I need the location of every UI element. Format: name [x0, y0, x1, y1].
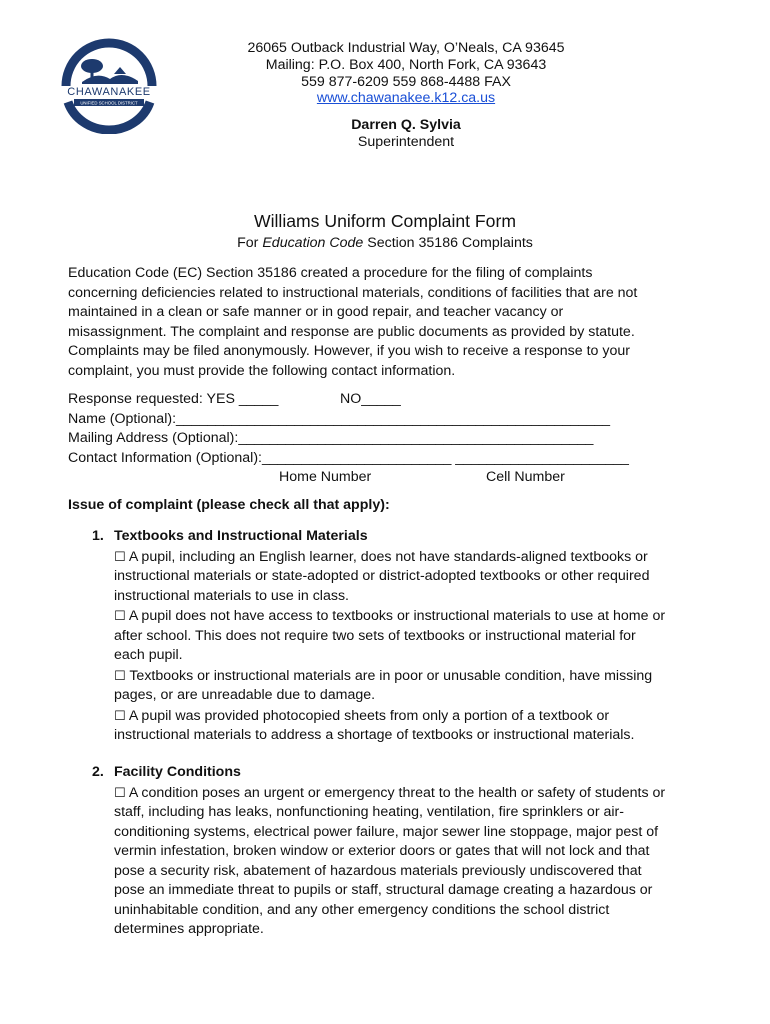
checkbox-item [92, 666, 712, 706]
checkbox-icon[interactable]: ☐ [114, 548, 126, 564]
section-textbooks [92, 527, 712, 746]
item-line: after school. This does not require two sets of textbooks or instructional material for [114, 627, 636, 644]
section-number: 2. [92, 764, 104, 780]
intro-line: Education Code (EC) Section 35186 created a procedure for the filing of complaints [68, 265, 593, 281]
section-number: 1. [92, 528, 104, 544]
item-line: uninhabitable condition, and any other emergency conditions the school district [114, 901, 610, 918]
response-no-field[interactable]: NO_____ [340, 391, 401, 407]
intro-paragraph [68, 264, 708, 381]
item-line: determines appropriate. [114, 921, 264, 937]
item-line: vermin infestation, broken window or exterior doors or gates that will not lock and that [114, 843, 650, 859]
checkbox-item [92, 706, 712, 746]
address-line-2: Mailing: P.O. Box 400, North Fork, CA 93643 [265, 56, 547, 73]
name-field[interactable]: Name (Optional):_______________________________________________________ [68, 410, 610, 427]
address-line-1: 26065 Outback Industrial Way, O’Neals, CA 93645 [247, 40, 565, 56]
item-line: instructional materials or state-adopted or district-adopted textbooks or other required [114, 568, 650, 584]
section-title: Textbooks and Instructional Materials [114, 528, 368, 544]
item-line: pages, or are unreadable due to damage. [114, 687, 376, 703]
intro-line: misassignment. The complaint and response are public documents as provided by statute. [68, 323, 635, 340]
phone-numbers: 559 877-6209 559 868-4488 FAX [301, 73, 511, 90]
intro-line: Complaints may be filed anonymously. However, if you wish to receive a response to your [68, 343, 630, 359]
home-number-label: Home Number [279, 469, 372, 485]
logo-subtext: UNIFIED SCHOOL DISTRICT [80, 100, 138, 106]
letterhead [186, 40, 626, 151]
checkbox-icon[interactable]: ☐ [114, 707, 126, 723]
subtitle-prefix: For [237, 235, 263, 251]
section-title: Facility Conditions [114, 764, 241, 780]
item-line: pose an immediate threat to pupils or staff, structural damage creating a hazardous or [114, 882, 653, 898]
item-line: A condition poses an urgent or emergency threat to the health or safety of students or [125, 784, 666, 801]
checkbox-item [92, 547, 712, 607]
item-line: conditioning systems, electrical power failure, major sewer line stoppage, major pest of [114, 823, 659, 840]
item-line: staff, including has leaks, nonfunctioning heating, ventilation, fire sprinklers or air- [114, 804, 624, 820]
item-line: pose a security risk, abatement of hazardous materials previously undiscovered that [114, 862, 642, 879]
response-yes-field[interactable]: Response requested: YES _____ [68, 391, 279, 407]
district-logo [52, 38, 166, 134]
issue-heading: Issue of complaint (please check all that apply): [68, 497, 390, 513]
checkbox-icon[interactable]: ☐ [114, 667, 126, 683]
cell-number-label: Cell Number [486, 469, 565, 485]
item-line: A pupil was provided photocopied sheets from only a portion of a textbook or [125, 707, 610, 724]
item-line: each pupil. [114, 647, 183, 663]
intro-line: complaint, you must provide the following contact information. [68, 362, 456, 379]
website-link[interactable]: www.chawanakee.k12.ca.us [316, 90, 496, 107]
item-line: A pupil, including an English learner, does not have standards-aligned textbooks or [125, 548, 648, 565]
section-facility-conditions [92, 763, 712, 940]
item-line: instructional materials to use in class. [114, 587, 349, 604]
logo-wordmark: CHAWANAKEE [67, 86, 151, 98]
intro-line: maintained in a clean or safe manner or in good repair, and teacher vacancy or [68, 304, 564, 320]
item-line: A pupil does not have access to textbooks or instructional materials to use at home or [125, 608, 666, 624]
subtitle-italic: Education Code [262, 235, 364, 251]
item-line: Textbooks or instructional materials are in poor or unusable condition, have missing [125, 667, 653, 684]
checkbox-icon[interactable]: ☐ [114, 784, 126, 800]
contact-information-field[interactable]: Contact Information (Optional):________________________ ______________________ [68, 449, 629, 466]
checkbox-item [92, 783, 712, 940]
item-line: instructional materials to address a shortage of textbooks or instructional materials. [114, 727, 635, 743]
checkbox-icon[interactable]: ☐ [114, 608, 126, 623]
intro-line: concerning deficiencies related to instructional materials, conditions of facilities that are not [68, 284, 638, 301]
form-title: Williams Uniform Complaint Form [254, 211, 516, 231]
form-subtitle [0, 235, 770, 251]
subtitle-suffix: Section 35186 Complaints [363, 235, 533, 251]
contact-fields [68, 390, 708, 488]
superintendent-name: Darren Q. Sylvia [351, 117, 461, 134]
mailing-address-field[interactable]: Mailing Address (Optional):_____________________________________________ [68, 430, 594, 446]
superintendent-title: Superintendent [357, 133, 455, 150]
checkbox-item [92, 606, 712, 666]
